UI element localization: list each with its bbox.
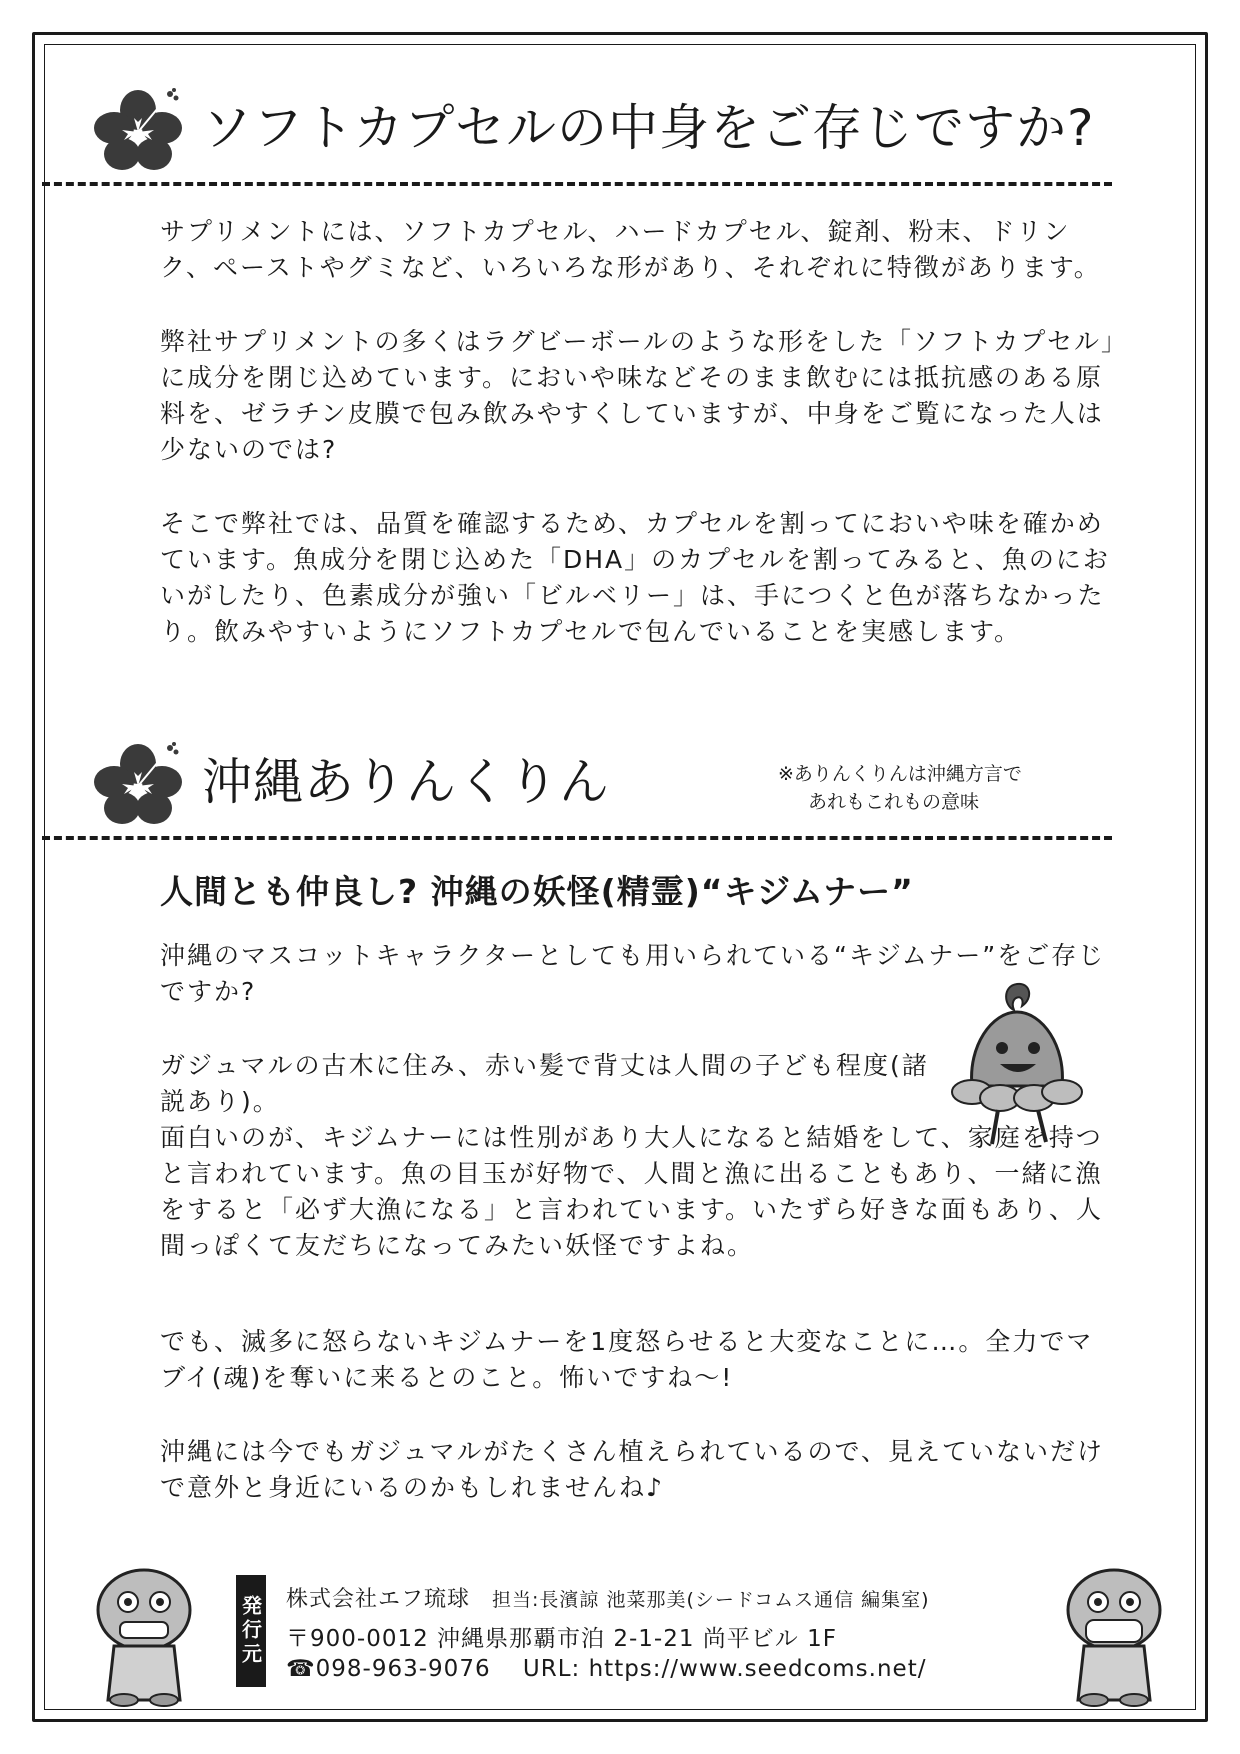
dialect-note	[778, 760, 1022, 816]
hibiscus-icon	[90, 88, 186, 174]
section1-paragraph-1: サプリメントには、ソフトカプセル、ハードカプセル、錠剤、粉末、ドリンク、ペーストやグミなど、いろいろな形があり、それぞれに特徴があります。	[160, 217, 1101, 282]
dialect-note-line-1: ※ありんくりんは沖縄方言で	[778, 763, 1022, 785]
section1-header	[90, 88, 1110, 188]
contact-person: 担当:長濱諒 池菜那美(シードコムス通信 編集室)	[492, 1589, 930, 1611]
company-name: 株式会社エフ琉球	[286, 1587, 471, 1612]
publisher-label: 発行元	[236, 1575, 266, 1687]
section2-paragraph-1: 沖縄のマスコットキャラクターとしても用いられている“キジムナー”をご存じですか?	[160, 941, 1106, 1006]
section2-title: 沖縄ありんくりん	[202, 753, 610, 811]
phone-number: ☎098-963-9076	[286, 1656, 491, 1682]
publisher-contact-line	[286, 1656, 926, 1682]
hibiscus-icon	[90, 742, 186, 828]
dialect-note-line-2: あれもこれもの意味	[808, 791, 980, 813]
website-url[interactable]: URL: https://www.seedcoms.net/	[522, 1656, 927, 1682]
section1-divider	[42, 182, 1112, 186]
publisher-address: 〒900-0012 沖縄県那覇市泊 2-1-21 尚平ビル 1F	[286, 1626, 837, 1652]
section1-paragraph-2: 弊社サプリメントの多くはラグビーボールのような形をした「ソフトカプセル」に成分を閉じ込めています。においや味などそのまま飲むには抵抗感のある原料を、ゼラチン皮膜で包み飲みやすくしていますが、中身をご覧になった人は少ないのでは?	[160, 327, 1116, 464]
section2-paragraph-4: でも、滅多に怒らないキジムナーを1度怒らせると大変なことに…。全力でマブイ(魂)を奪いに来るとのこと。怖いですね〜!	[160, 1327, 1094, 1392]
section2-subtitle: 人間とも仲良し? 沖縄の妖怪(精霊)“キジムナー”	[160, 872, 914, 911]
section2-paragraph-2: ガジュマルの古木に住み、赤い髪で背丈は人間の子ども程度(諸説あり)。	[160, 1051, 929, 1116]
section2-paragraph-5: 沖縄には今でもガジュマルがたくさん植えられているので、見えていないだけで意外と身近にいるのかもしれませんね♪	[160, 1437, 1105, 1502]
kijimuna-illustration	[942, 976, 1092, 1156]
publisher-line	[286, 1582, 930, 1613]
section1-paragraph-3: そこで弊社では、品質を確認するため、カプセルを割ってにおいや味を確かめています。魚成分を閉じ込めた「DHA」のカプセルを割ってみると、魚のにおいがしたり、色素成分が強い「ビルベリー」は、手につくと色が落ちなかったり。飲みやすいようにソフトカプセルで包んでいることを実感します。	[160, 509, 1110, 646]
section1-title: ソフトカプセルの中身をご存じですか?	[202, 99, 1095, 157]
shisa-icon	[84, 1560, 204, 1710]
section2-divider	[42, 836, 1112, 840]
section2-paragraph-3: 面白いのが、キジムナーには性別があり大人になると結婚をして、家庭を持つと言われています。魚の目玉が好物で、人間と漁に出ることもあり、一緒に漁をすると「必ず大漁になる」と言われています。いたずら好きな面もあり、人間っぽくて友だちになってみたい妖怪ですよね。	[160, 1123, 1104, 1260]
shisa-icon	[1054, 1560, 1174, 1710]
